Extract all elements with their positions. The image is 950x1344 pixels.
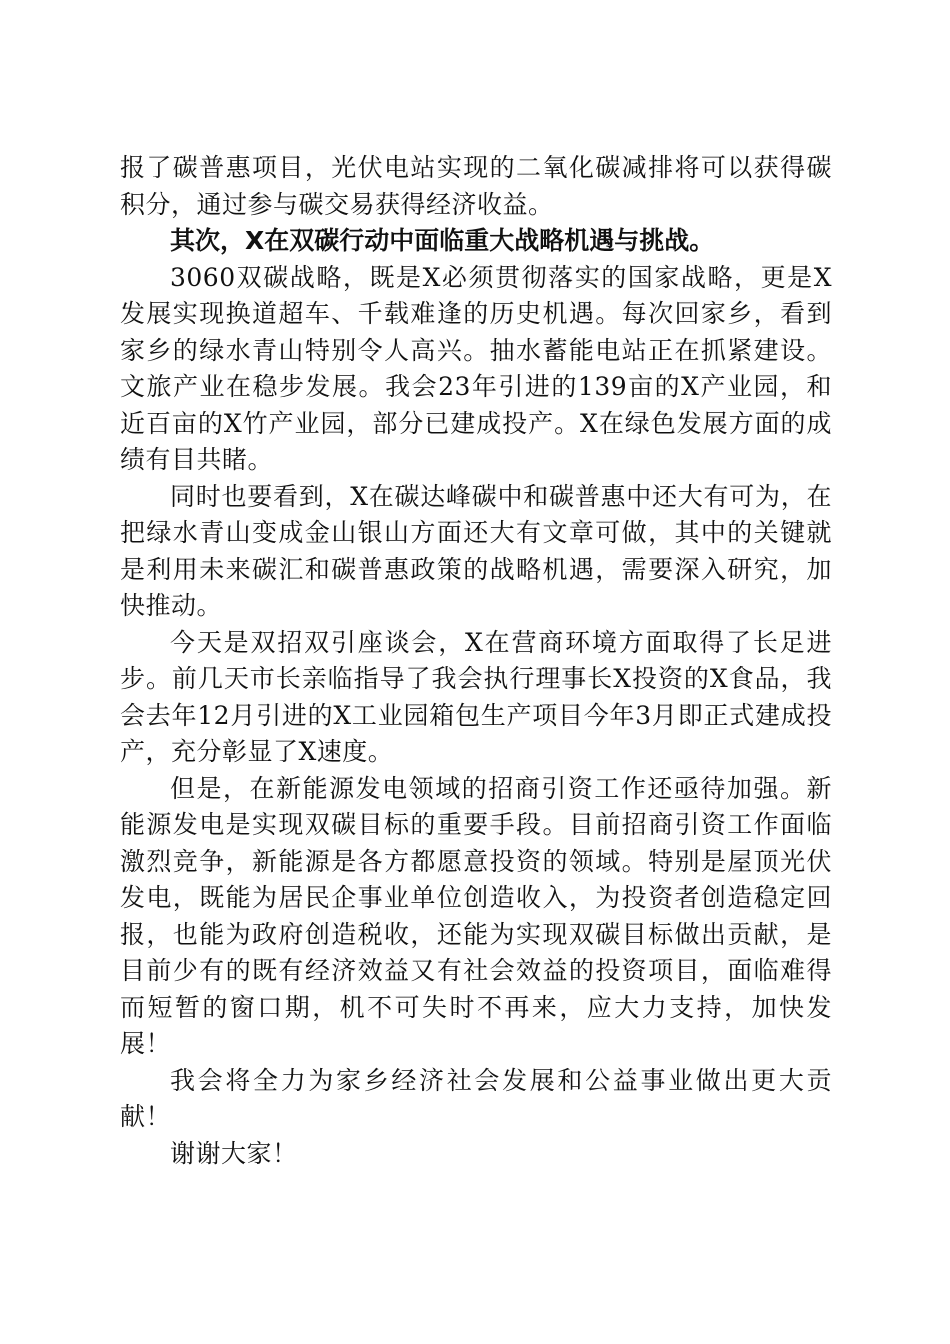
paragraph-continued: 报了碳普惠项目，光伏电站实现的二氧化碳减排将可以获得碳积分，通过参与碳交易获得经济收益。 (120, 153, 832, 219)
paragraph-business-environment: 今天是双招双引座谈会，X在营商环境方面取得了长足进步。前几天市长亲临指导了我会执行理事长X投资的X食品，我会去年12月引进的X工业园箱包生产项目今年3月即正式建成投产，充分彰显了X速度。 (120, 627, 832, 766)
section-heading: 其次，X在双碳行动中面临重大战略机遇与挑战。 (170, 226, 715, 255)
paragraph-thanks: 谢谢大家！ (170, 1138, 298, 1168)
paragraph-new-energy: 但是，在新能源发电领域的招商引资工作还亟待加强。新能源发电是实现双碳目标的重要手段。目前招商引资工作面临激烈竞争，新能源是各方都愿意投资的领域。特别是屋顶光伏发电，既能为居民企事业单位创造收入，为投资者创造稳定回报，也能为政府创造税收，还能为实现双碳目标做出贡献，是目前少有的既有经济效益又有社会效益的投资项目，面临难得而短暂的窗口期，机不可失时不再来，应大力支持，加快发展！ (120, 773, 832, 1058)
paragraph-commitment: 我会将全力为家乡经济社会发展和公益事业做出更大贡献！ (120, 1065, 832, 1131)
paragraph-strategy: 3060双碳战略，既是X必须贯彻落实的国家战略，更是X发展实现换道超车、千载难逢的历史机遇。每次回家乡，看到家乡的绿水青山特别令人高兴。抽水蓄能电站正在抓紧建设。文旅产业在稳步发展。我会23年引进的139亩的X产业园，和近百亩的X竹产业园，部分已建成投产。X在绿色发展方面的成绩有目共睹。 (120, 262, 832, 474)
document-body (120, 150, 832, 1172)
paragraph-potential: 同时也要看到，X在碳达峰碳中和碳普惠中还大有可为，在把绿水青山变成金山银山方面还大有文章可做，其中的关键就是利用未来碳汇和碳普惠政策的战略机遇，需要深入研究，加快推动。 (120, 481, 832, 620)
